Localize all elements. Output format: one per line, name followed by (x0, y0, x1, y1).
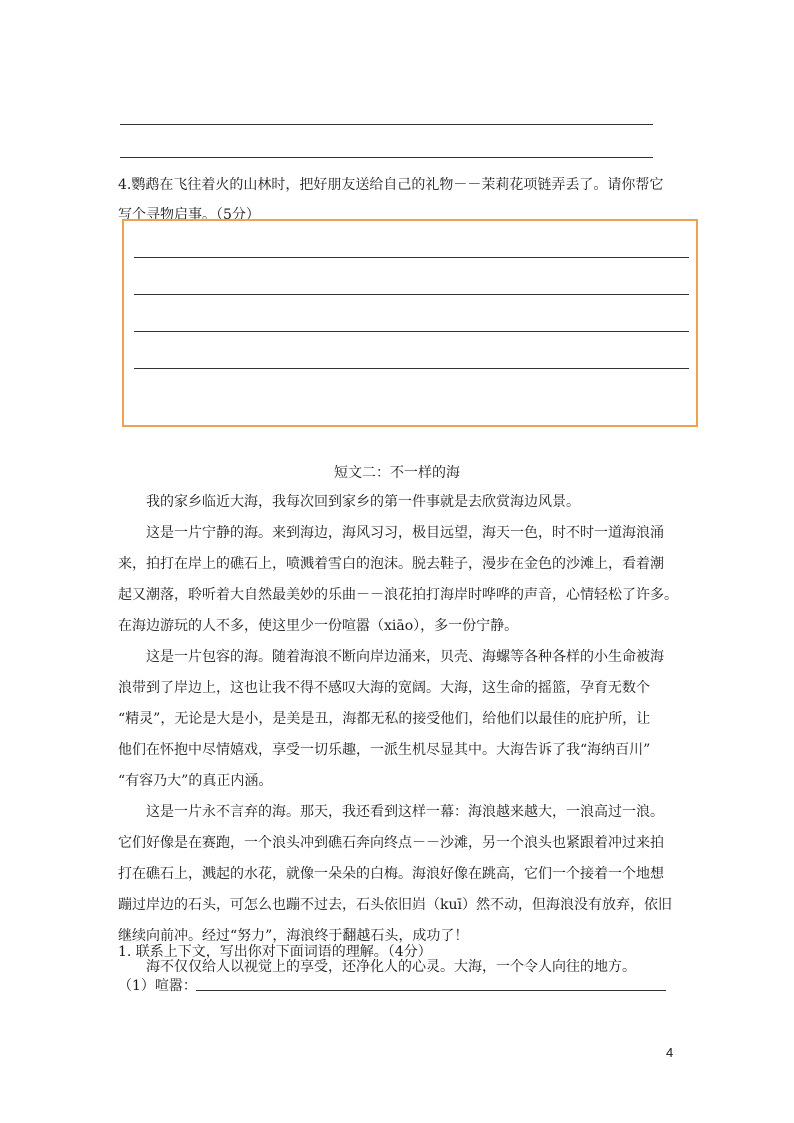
page-number: 4 (666, 1045, 674, 1060)
passage-line: 在海边游玩的人不多，使这里少一份喧嚣（xiāo），多一份宁静。 (118, 618, 519, 634)
notice-line-1[interactable] (134, 257, 689, 258)
passage-line: 这是一片包容的海。随着海浪不断向岸边涌来，贝壳、海螺等各种各样的小生命被海 (146, 649, 664, 665)
passage-line: “有容乃大”的真正内涵。 (118, 773, 273, 789)
passage-line: “精灵”，无论是大是小，是美是丑，海都无私的接受他们，给他们以最佳的庇护所，让 (118, 711, 651, 727)
question-4-line-1: 4.鹦鹉在飞往着火的山林时，把好朋友送给自己的礼物－－茉莉花项链弄丢了。请你帮它 (118, 177, 664, 193)
passage-body (118, 487, 678, 983)
notice-writing-box (122, 219, 698, 427)
notice-line-2[interactable] (134, 294, 689, 295)
passage-line: 海不仅仅给人以视觉上的享受，还净化人的心灵。大海，一个令人向往的地方。 (146, 959, 636, 975)
question-1: 1. 联系上下文，写出你对下面词语的理解。（4分） (118, 944, 432, 960)
answer-line-2[interactable] (120, 157, 653, 158)
notice-line-4[interactable] (134, 368, 689, 369)
passage-line: 这是一片永不言弃的海。那天，我还看到这样一幕：海浪越来越大，一浪高过一浪。 (146, 804, 664, 820)
passage-line: 浪带到了岸边上，这也让我不得不感叹大海的宽阔。大海，这生命的摇篮，孕育无数个 (118, 680, 650, 696)
passage-line: 这是一片宁静的海。来到海边，海风习习，极目远望，海天一色，时不时一道海浪涌 (146, 525, 664, 541)
question-4-line-2: 写个寻物启事。（5分） (118, 207, 260, 223)
passage-line: 打在礁石上，溅起的水花，就像一朵朵的白梅。海浪好像在跳高，它们一个接着一个地想 (118, 866, 664, 882)
question-1-answer-line[interactable] (196, 990, 666, 991)
passage-line: 蹦过岸边的石头，可怎么也蹦不过去，石头依旧岿（kuī）然不动，但海浪没有放弃，依旧 (118, 897, 672, 913)
passage-line: 来，拍打在岸上的礁石上，喷溅着雪白的泡沫。脱去鞋子，漫步在金色的沙滩上，看着潮 (118, 556, 664, 572)
passage-line: 他们在怀抱中尽情嬉戏，享受一切乐趣，一派生机尽显其中。大海告诉了我“海纳百川” (118, 742, 651, 758)
question-1-sub-1-label: （1）喧嚣： (118, 978, 197, 994)
passage-title: 短文二：不一样的海 (334, 465, 460, 481)
answer-line-1[interactable] (120, 124, 653, 125)
passage-line: 它们好像是在赛跑，一个浪头冲到礁石奔向终点－－沙滩，另一个浪头也紧跟着冲过来拍 (118, 835, 664, 851)
passage-line: 起又潮落，聆听着大自然最美妙的乐曲－－浪花拍打海岸时哗哗的声音，心情轻松了许多。 (118, 587, 678, 603)
passage-line: 继续向前冲。经过“努力”，海浪终于翻越石头，成功了！ (118, 928, 469, 944)
passage-line: 我的家乡临近大海，我每次回到家乡的第一件事就是去欣赏海边风景。 (146, 494, 580, 510)
notice-line-3[interactable] (134, 331, 689, 332)
